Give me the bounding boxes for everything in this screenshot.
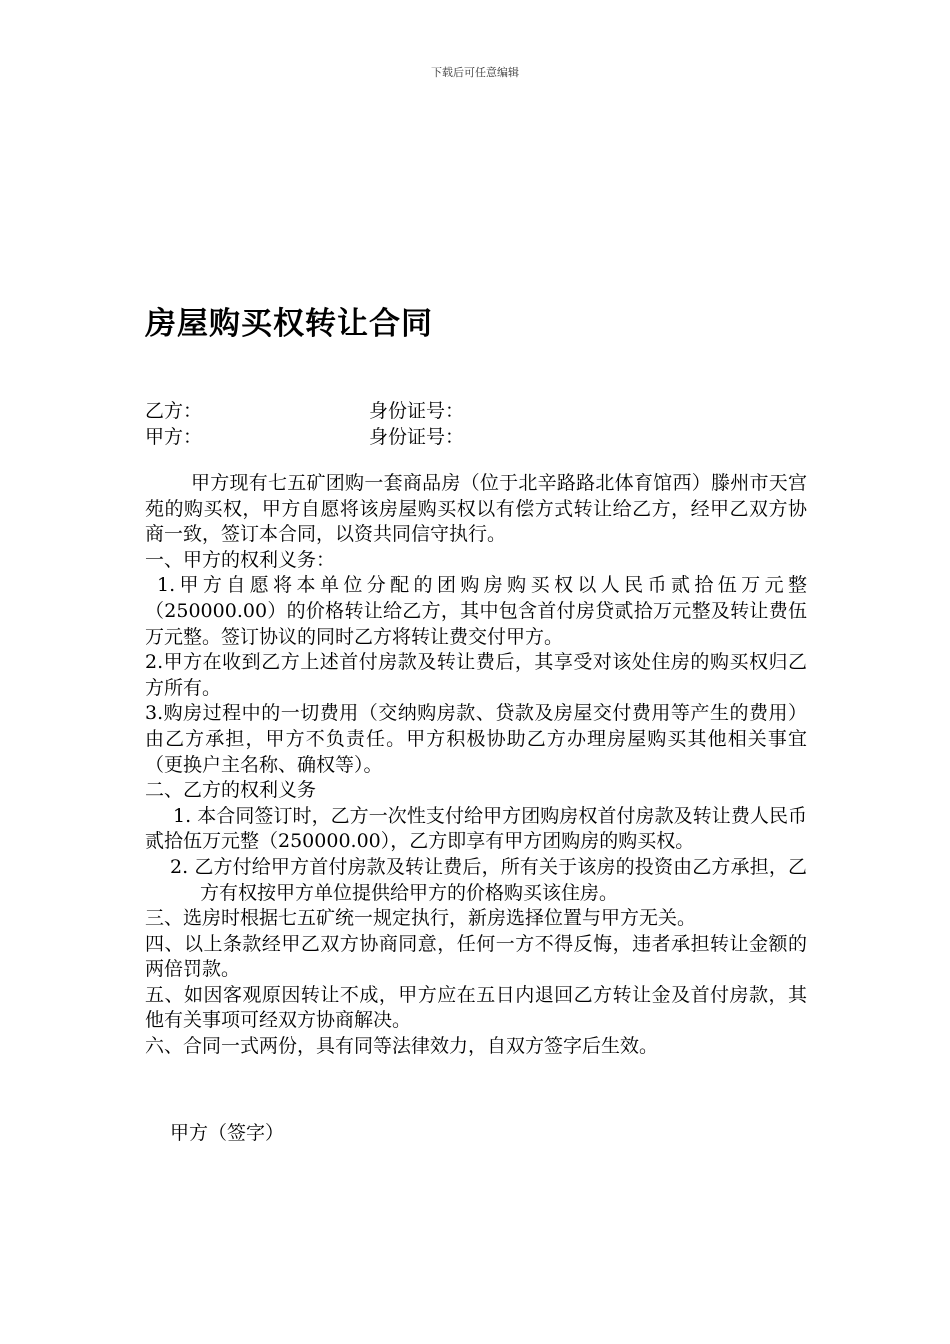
document-title: 房屋购买权转让合同 [145,306,433,342]
intro-paragraph: 甲方现有七五矿团购一套商品房（位于北辛路路北体育馆西）滕州市天宫苑的购买权，甲方自愿将该房屋购买权以有偿方式转让给乙方，经甲乙双方协商一致，签订本合同，以资共同信守执行。 [145,472,807,546]
section3-paragraph: 三、选房时根据七五矿统一规定执行，新房选择位置与甲方无关。 [145,907,697,930]
party-yi-id-label: 身份证号： [369,400,465,422]
section1-heading: 一、甲方的权利义务： [145,548,336,571]
section1-item1: 1.甲方自愿将本单位分配的团购房购买权以人民币贰拾伍万元整（250000.00）的价格转让给乙方，其中包含首付房贷贰拾万元整及转让费伍万元整。签订协议的同时乙方将转让费交付甲方。 [145,574,807,648]
section4-paragraph: 四、以上条款经甲乙双方协商同意，任何一方不得反悔，违者承担转让金额的两倍罚款。 [145,932,807,981]
contract-body [145,471,807,1060]
section5-paragraph: 五、如因客观原因转让不成，甲方应在五日内退回乙方转让金及首付房款，其他有关事项可经双方协商解决。 [145,983,807,1032]
section2-item1: 1. 本合同签订时，乙方一次性支付给甲方团购房权首付房款及转让费人民币贰拾伍万元整（250000.00），乙方即享有甲方团购房的购买权。 [145,804,807,853]
parties-block [145,398,805,450]
party-row-jia [145,424,805,450]
page-header-note: 下载后可任意编辑 [431,66,519,79]
section6-paragraph: 六、合同一式两份，具有同等法律效力，自双方签字后生效。 [145,1035,659,1058]
party-row-yi [145,398,805,424]
section1-item3: 3.购房过程中的一切费用（交纳购房款、贷款及房屋交付费用等产生的费用）由乙方承担，甲方不负责任。甲方积极协助乙方办理房屋购买其他相关事宜（更换户主名称、确权等）。 [145,702,807,776]
section2-heading: 二、乙方的权利义务 [145,779,317,802]
section2-item2: 2. 乙方付给甲方首付房款及转让费后，所有关于该房的投资由乙方承担，乙方有权按甲方单位提供给甲方的价格购买该住房。 [170,855,807,904]
signature-jia-label: 甲方（签字） [170,1122,285,1144]
party-jia-label: 甲方： [145,426,203,448]
party-yi-label: 乙方： [145,400,203,422]
party-jia-id-label: 身份证号： [369,426,465,448]
section1-item2: 2.甲方在收到乙方上述首付房款及转让费后，其享受对该处住房的购买权归乙方所有。 [145,651,807,699]
